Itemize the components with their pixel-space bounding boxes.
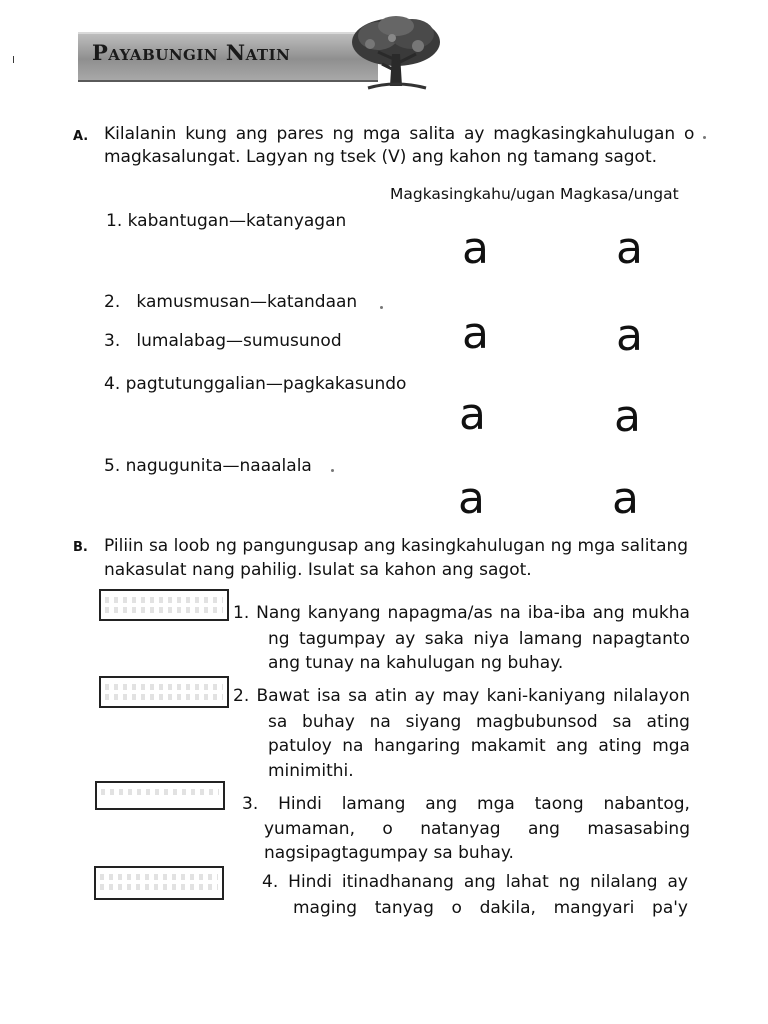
word: Hindi (288, 872, 332, 892)
word: na (369, 712, 391, 732)
word: natanyag (420, 819, 501, 839)
word: maging (293, 898, 358, 918)
word: hangaring (373, 736, 461, 756)
question-3-line-1 (242, 794, 690, 814)
word: napagma/as (387, 603, 493, 623)
question-2-line-3 (268, 736, 690, 756)
section-banner (78, 26, 408, 86)
question-3-line-2 (264, 819, 690, 839)
question-4-line-1 (262, 872, 688, 892)
word: isa (316, 686, 341, 706)
item-2-label: 2. kamusmusan—katandaan (104, 292, 358, 312)
word: napagtanto (591, 629, 690, 649)
section-b-letter: B. (73, 540, 88, 555)
banner-title: Payabungin Natin (92, 40, 291, 65)
stray-mark (331, 469, 334, 472)
word: ating (646, 712, 690, 732)
word: nabantog, (603, 794, 690, 814)
question-1-line-2 (268, 629, 690, 649)
word: sa (348, 686, 368, 706)
word: taong (534, 794, 584, 814)
word: lamang (518, 629, 583, 649)
word: ang (463, 872, 496, 892)
word: ang (556, 736, 588, 756)
word: sa (268, 712, 288, 732)
word: mukha (631, 603, 690, 623)
word: buhay (302, 712, 355, 732)
word: iba-iba (527, 603, 586, 623)
word: ay (394, 629, 416, 649)
word: nilalayon (612, 686, 690, 706)
checkbox-magkasingkahulugan-5[interactable]: a (458, 473, 485, 524)
answer-box-1[interactable] (99, 589, 229, 621)
checkbox-magkasingkahulugan-4[interactable]: a (459, 389, 486, 440)
word: o (382, 819, 393, 839)
word: ay (667, 872, 688, 892)
word: na (499, 603, 521, 623)
word: 3. (242, 794, 259, 814)
checkbox-magkasalungat-4[interactable]: a (614, 391, 641, 442)
word: niya (473, 629, 510, 649)
word: ang (425, 794, 458, 814)
word: kani-kaniyang (486, 686, 606, 706)
question-1-line-1 (233, 603, 690, 623)
word: itinadhanang (341, 872, 454, 892)
tree-icon (348, 14, 444, 96)
word: mga (477, 794, 515, 814)
answer-box-4[interactable] (94, 866, 224, 900)
stray-mark (380, 306, 383, 309)
word: 4. (262, 872, 279, 892)
word: ang (527, 819, 560, 839)
answer-box-2[interactable] (99, 676, 229, 708)
section-b-instruction-line-2: nakasulat nang pahilig. Isulat sa kahon ang sagot. (104, 560, 532, 580)
word: atin (374, 686, 408, 706)
word: ng (268, 629, 290, 649)
word: kanyang (307, 603, 381, 623)
page-mark: I (12, 55, 15, 66)
column-headers: Magkasingkahu/ugan Magkasa/ungat (390, 185, 679, 203)
word: ay (414, 686, 435, 706)
checkbox-magkasingkahulugan-3[interactable]: a (462, 308, 489, 359)
section-a-instruction-line-2: magkasalungat. Lagyan ng tsek (V) ang kahon ng tamang sagot. (104, 147, 658, 167)
word: 2. (233, 686, 250, 706)
checkbox-magkasalungat-3[interactable]: a (616, 310, 643, 361)
question-2-line-1 (233, 686, 690, 706)
word: tagumpay (298, 629, 386, 649)
word: lamang (341, 794, 406, 814)
word: sa (612, 712, 632, 732)
word: dakila, (479, 898, 536, 918)
word: ng (558, 872, 581, 892)
word: Hindi (278, 794, 322, 814)
question-1-line-3: ang tunay na kahulugan ng buhay. (268, 653, 564, 673)
question-2-line-2 (268, 712, 690, 732)
section-a-instruction-line-1 (104, 124, 700, 144)
instruction-text: Kilalanin kung ang pares ng mga salita ay magkasingkahulugan o (104, 124, 695, 144)
word: masasabing (587, 819, 690, 839)
word: may (442, 686, 480, 706)
word: pa'y (652, 898, 688, 918)
word: Bawat (256, 686, 310, 706)
item-5-label: 5. nagugunita—naaalala (104, 456, 312, 476)
word: Nang (256, 603, 301, 623)
item-1-label: 1. kabantugan—katanyagan (106, 211, 347, 231)
word: ang (592, 603, 625, 623)
question-2-line-4: minimithi. (268, 761, 354, 781)
word: makamit (470, 736, 546, 756)
word: nilalang (590, 872, 658, 892)
word: magbubunsod (476, 712, 598, 732)
word: na (342, 736, 364, 756)
word: mga (652, 736, 690, 756)
word: yumaman, (264, 819, 355, 839)
checkbox-magkasingkahulugan-1[interactable]: a (462, 223, 489, 274)
checkbox-magkasalungat-5[interactable]: a (612, 473, 639, 524)
question-4-line-2 (293, 898, 688, 918)
question-3-line-3: nagsipagtagumpay sa buhay. (264, 843, 514, 863)
stray-mark (703, 136, 706, 139)
word: saka (424, 629, 464, 649)
word: o (451, 898, 462, 918)
word: patuloy (268, 736, 332, 756)
answer-box-3[interactable] (95, 781, 225, 810)
word: mangyari (553, 898, 635, 918)
item-4-label: 4. pagtutunggalian—pagkakasundo (104, 374, 407, 394)
word: siyang (405, 712, 462, 732)
word: lahat (505, 872, 549, 892)
checkbox-magkasalungat-1[interactable]: a (616, 223, 643, 274)
section-b-instruction-line-1: Piliin sa loob ng pangungusap ang kasingkahulugan ng mga salitang (104, 536, 689, 556)
word: tanyag (374, 898, 434, 918)
item-3-label: 3. lumalabag—sumusunod (104, 331, 342, 351)
word: ating (598, 736, 642, 756)
word: 1. (233, 603, 250, 623)
section-a-letter: A. (73, 129, 89, 144)
